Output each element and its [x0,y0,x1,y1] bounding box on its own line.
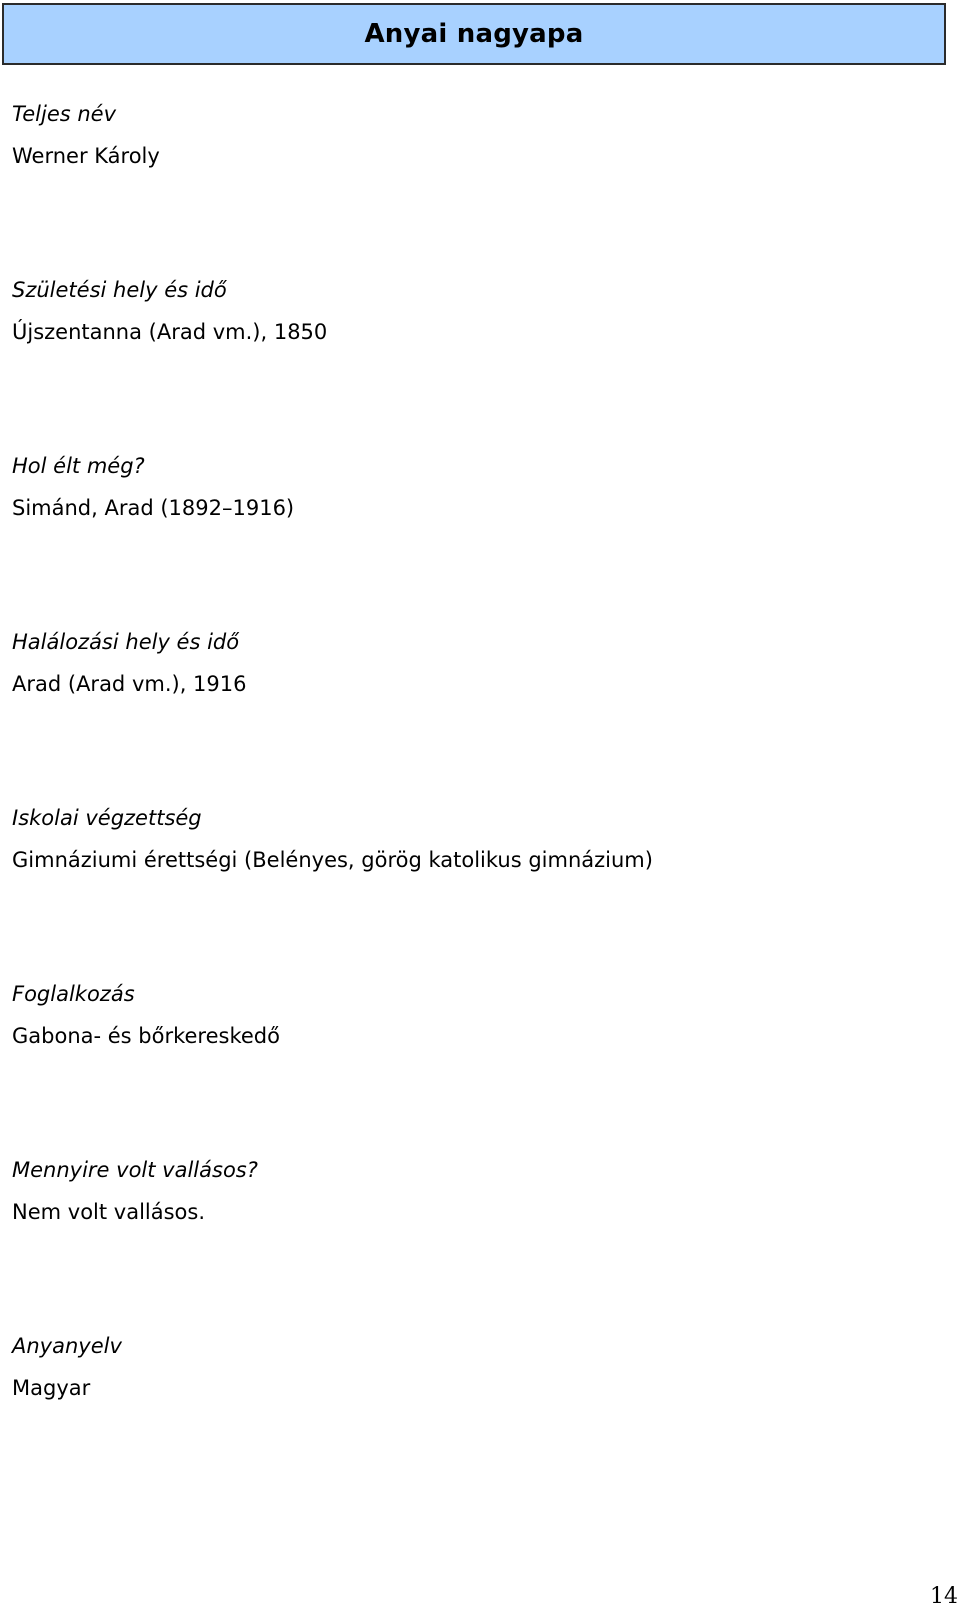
field-value: Gabona- és bőrkereskedő [12,1024,280,1048]
field-label: Iskolai végzettség [12,806,202,830]
field-value: Werner Károly [12,144,160,168]
field-value: Magyar [12,1376,91,1400]
field-label: Teljes név [12,102,117,126]
field-education [12,804,653,874]
field-value: Újszentanna (Arad vm.), 1850 [12,320,328,344]
field-value: Gimnáziumi érettségi (Belényes, görög katolikus gimnázium) [12,848,653,872]
field-mother-tongue [12,1332,122,1402]
field-religiosity [12,1156,258,1226]
field-label: Születési hely és idő [12,278,227,302]
page-number: 14 [930,1584,958,1609]
field-label: Hol élt még? [12,454,145,478]
field-label: Mennyire volt vallásos? [12,1158,258,1182]
field-occupation [12,980,280,1050]
field-label: Foglalkozás [12,982,135,1006]
field-full-name [12,100,160,170]
field-death-place-date [12,628,247,698]
section-title: Anyai nagyapa [364,19,584,49]
field-label: Halálozási hely és idő [12,630,240,654]
field-other-residence [12,452,294,522]
section-header [2,3,946,65]
field-value: Simánd, Arad (1892–1916) [12,496,295,520]
field-value: Nem volt vallásos. [12,1200,206,1224]
field-value: Arad (Arad vm.), 1916 [12,672,247,696]
field-birth-place-date [12,276,327,346]
field-label: Anyanyelv [12,1334,122,1358]
